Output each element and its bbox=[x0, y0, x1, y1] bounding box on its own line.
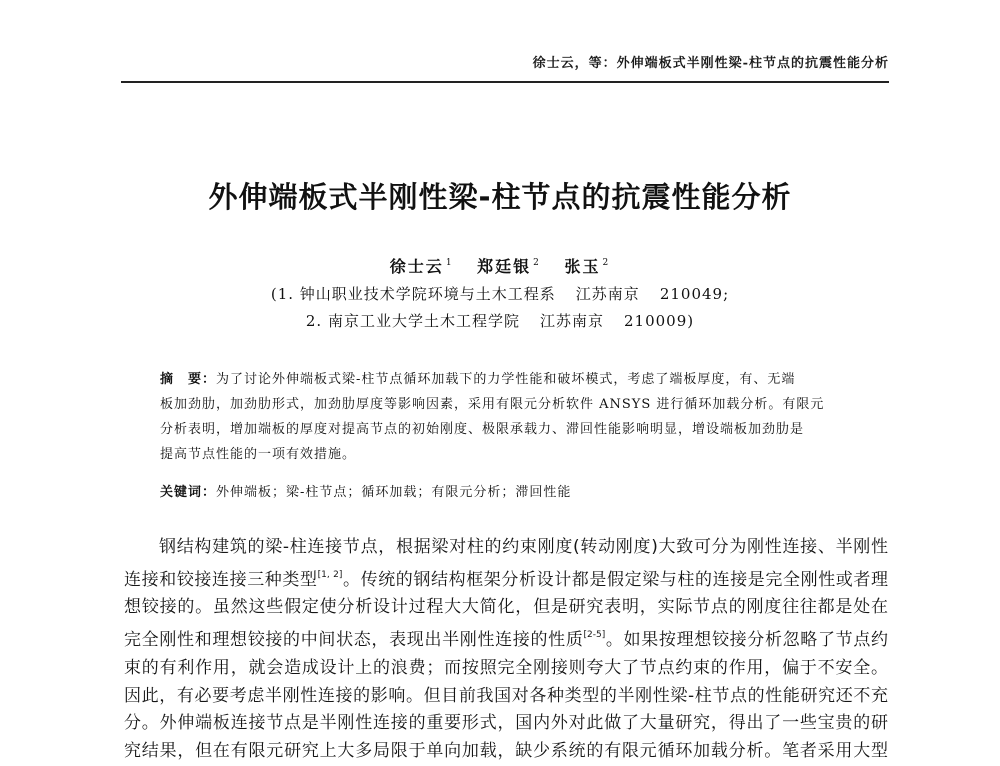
body-text: 究结果，但在有限元研究上大多局限于单向加载，缺少系统的有限元循环加载分析。笔者采用大型 bbox=[124, 740, 888, 761]
affiliation-1 bbox=[0, 283, 1000, 304]
body-text: 。如果按理想铰接分析忽略了节点约 bbox=[605, 630, 889, 651]
author-list bbox=[0, 254, 1000, 277]
affiliation-marker: 1 bbox=[445, 258, 454, 268]
body-text: 。传统的钢结构框架分析设计都是假定梁与柱的连接是完全刚性或者理 bbox=[342, 569, 889, 590]
running-header: 徐士云，等：外伸端板式半刚性梁-柱节点的抗震性能分析 bbox=[532, 56, 889, 71]
abstract-label: 摘 要： bbox=[160, 372, 217, 387]
affiliation-city: 江苏南京 bbox=[539, 312, 604, 330]
affiliation-zip: 210009) bbox=[623, 312, 695, 330]
body-text: 想铰接的。虽然这些假定使分析设计过程大大简化，但是研究表明，实际节点的刚度往往都是处在 bbox=[124, 597, 888, 618]
paper-title: 外伸端板式半刚性梁-柱节点的抗震性能分析 bbox=[208, 180, 792, 214]
affiliation-marker: 2 bbox=[533, 258, 541, 268]
body-line bbox=[124, 594, 888, 622]
body-text: 因此，有必要考虑半刚性连接的影响。但目前我国对各种类型的半刚性梁-柱节点的性能研究还不充 bbox=[124, 685, 888, 706]
abstract-line bbox=[160, 367, 876, 392]
affiliation-institution: (1. 钟山职业技术学院环境与土木工程系 bbox=[270, 285, 556, 303]
affiliation-2 bbox=[0, 310, 1000, 331]
body-line bbox=[124, 562, 888, 595]
keywords-line bbox=[160, 481, 876, 500]
author bbox=[477, 257, 541, 276]
citation[interactable]: [1, 2] bbox=[317, 569, 343, 580]
author-name: 张玉 bbox=[564, 257, 601, 276]
affiliation-institution: 2. 南京工业大学土木工程学院 bbox=[305, 312, 520, 330]
abstract-line: 板加劲肋，加劲肋形式，加劲肋厚度等影响因素，采用有限元分析软件 ANSYS 进行循环加载分析。有限元 bbox=[160, 397, 825, 412]
body-text: 束的有利作用，就会造成设计上的浪费；而按照完全刚接则夸大了节点约束的作用，偏于不安全。 bbox=[124, 657, 888, 678]
body-text: 钢结构建筑的梁-柱连接节点，根据梁对柱的约束刚度(转动刚度)大致可分为刚性连接、半刚性 bbox=[159, 537, 888, 557]
keywords-items: 外伸端板；梁-柱节点；循环加载；有限元分析；滞回性能 bbox=[216, 485, 572, 500]
body-paragraph bbox=[124, 534, 888, 766]
author-name: 郑廷银 bbox=[477, 257, 532, 276]
body-line bbox=[124, 622, 888, 655]
body-line bbox=[124, 655, 888, 683]
abstract bbox=[160, 367, 876, 467]
body-line bbox=[124, 738, 888, 766]
header-rule bbox=[121, 81, 889, 83]
abstract-text: 为了讨论外伸端板式梁-柱节点循环加载下的力学性能和破坏模式，考虑了端板厚度，有、无端 bbox=[216, 372, 796, 387]
body-line bbox=[124, 683, 888, 711]
author-name: 徐士云 bbox=[389, 257, 444, 276]
citation[interactable]: [2-5] bbox=[583, 630, 606, 641]
author bbox=[564, 257, 610, 276]
body-line bbox=[124, 710, 888, 738]
keywords-label: 关键词： bbox=[160, 485, 217, 500]
keywords bbox=[160, 481, 876, 500]
body-text: 连接和铰接连接三种类型 bbox=[124, 569, 318, 590]
affiliation-zip: 210049; bbox=[659, 285, 730, 303]
body-line bbox=[124, 534, 888, 562]
abstract-line: 分析表明，增加端板的厚度对提高节点的初始刚度、极限承载力、滞回性能影响明显，增设端板加劲肋是 bbox=[160, 422, 805, 437]
body-text: 完全刚性和理想铰接的中间状态，表现出半刚性连接的性质 bbox=[124, 630, 584, 651]
body-text: 分。外伸端板连接节点是半刚性连接的重要形式，国内外对此做了大量研究，得出了一些宝贵的研 bbox=[124, 713, 888, 734]
author bbox=[390, 257, 454, 276]
affiliation-city: 江苏南京 bbox=[575, 285, 640, 303]
abstract-line: 提高节点性能的一项有效措施。 bbox=[160, 447, 357, 462]
affiliation-marker: 2 bbox=[602, 258, 611, 268]
